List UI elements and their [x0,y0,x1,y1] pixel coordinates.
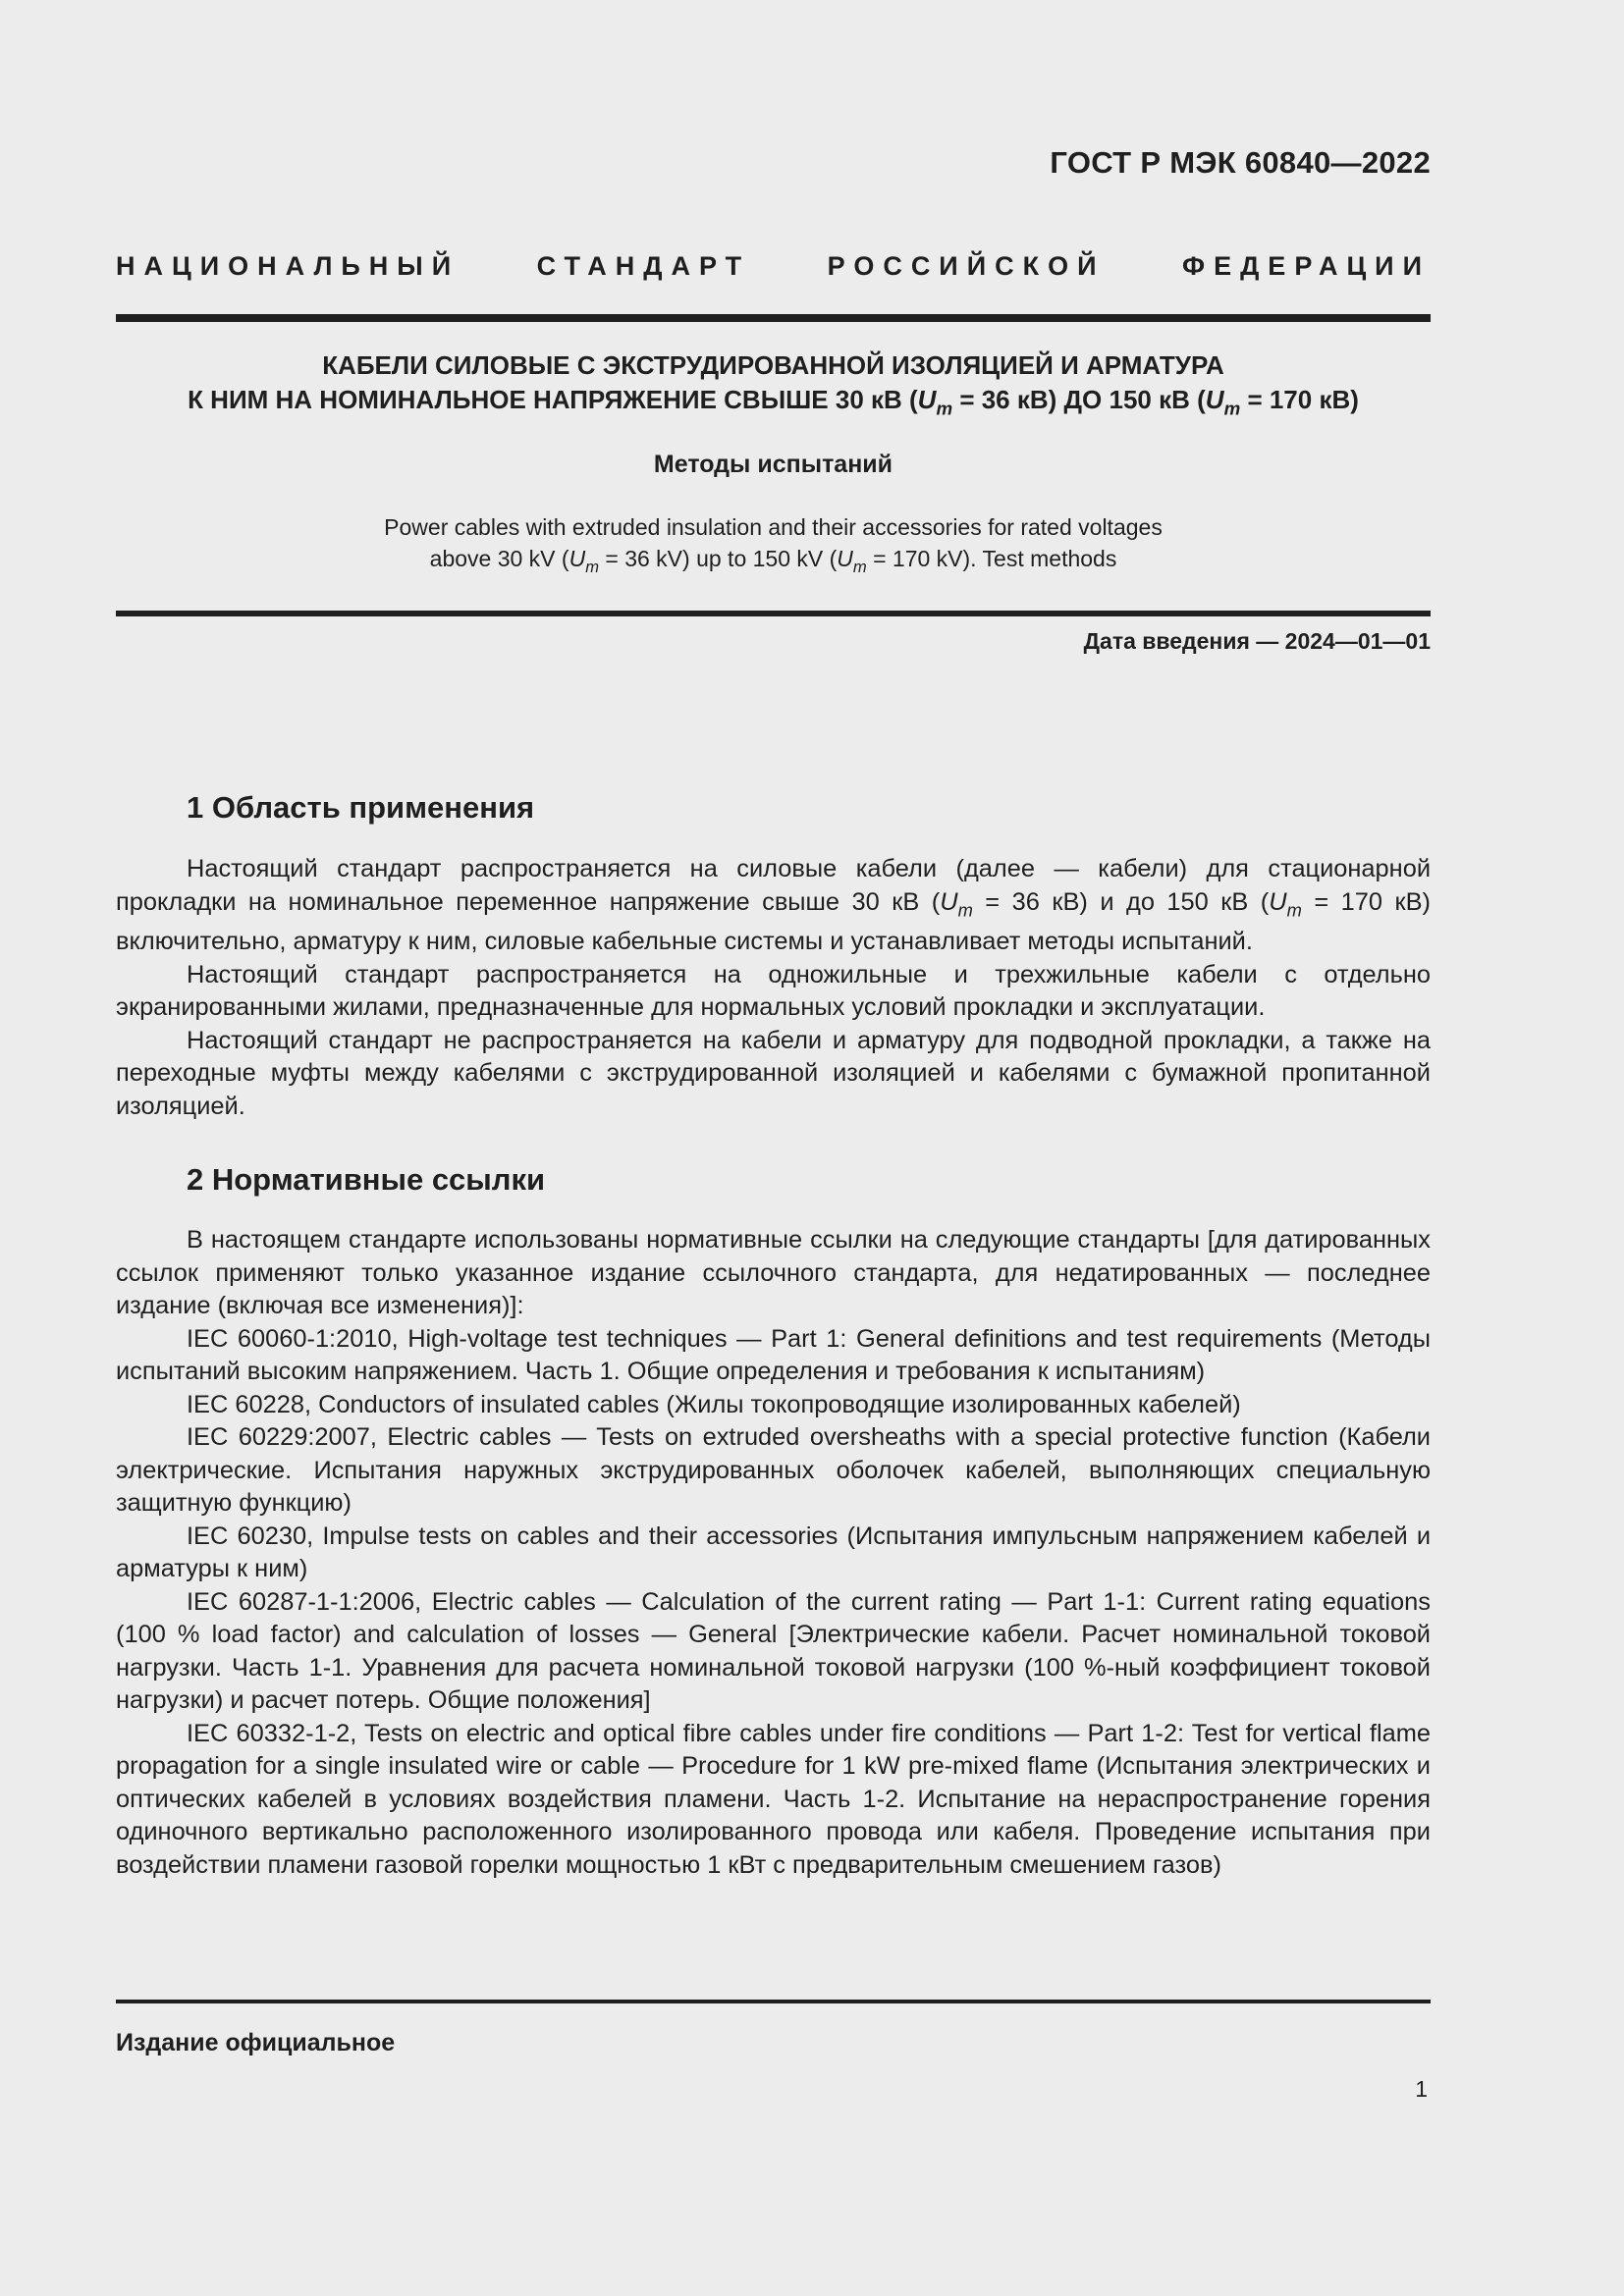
voltage-symbol: U [568,546,586,571]
paragraph-text: = 170 кВ) включительно, арматуру к ним, силовые кабельные системы и устанавливает методы испытаний. [116,887,1431,956]
english-title-line-2 [116,543,1431,583]
voltage-subscript: m [936,398,953,419]
top-divider [116,314,1431,322]
document-title [116,348,1431,426]
footer-divider [116,2000,1431,2003]
english-title-text: = 170 kV). Test methods [866,546,1117,571]
title-text: К НИМ НА НОМИНАЛЬНОЕ НАПРЯЖЕНИЕ СВЫШЕ 30 кВ ( [188,385,918,414]
paragraph: Настоящий стандарт не распространяется на кабели и арматуру для подводной прокладки, а также на переходные муфты между кабелями с экструдированной изоляцией и кабелями с бумажной пропитанной изоляцией. [116,1026,1431,1120]
section-2-body [116,1224,1431,1882]
reference-item: IEC 60229:2007, Electric cables — Tests on extruded oversheaths with a special protective function (Кабели электрические. Испытания наружных экструдированных оболочек кабелей, выполняющих специальную защитную функцию) [116,1423,1431,1517]
voltage-symbol: U [917,385,937,414]
voltage-symbol: U [837,546,853,571]
voltage-subscript: m [957,898,973,920]
reference-item: IEC 60287-1-1:2006, Electric cables — Calculation of the current rating — Part 1-1: Current rating equations (100 % load factor) and calculation of losses — General [Электрические кабели. Расчет номинальной токовой нагрузки. Часть 1-1. Уравнения для расчета номинальной токовой нагрузки (100 %-ный коэффициент токовой нагрузки) и расчет потерь. Общие положения] [116,1587,1431,1714]
reference-item: IEC 60230, Impulse tests on cables and their accessories (Испытания импульсным напряжением кабелей и арматуры к ним) [116,1522,1431,1582]
english-title-line-1: Power cables with extruded insulation and their accessories for rated voltages [384,514,1163,540]
title-divider [116,611,1431,616]
title-text: = 36 кВ) ДО 150 кВ ( [952,385,1206,414]
voltage-symbol: U [940,887,958,916]
paragraph: В настоящем стандарте использованы нормативные ссылки на следующие стандарты [для датированных ссылок применяют только указанное издание ссылочного стандарта, для недатированных — последнее издание (включая все изменения)]: [116,1226,1431,1319]
english-title-text: = 36 kV) up to 150 kV ( [599,546,838,571]
section-1-heading: 1 Область применения [187,790,535,825]
title-text: = 170 кВ) [1240,385,1359,414]
paragraph-text: = 36 кВ) и до 150 кВ ( [972,887,1270,916]
english-title [116,511,1431,583]
document-subtitle: Методы испытаний [653,451,893,478]
section-1-body [116,853,1431,1123]
voltage-subscript: m [1286,898,1302,920]
paragraph-text: Настоящий стандарт распространяется на силовые кабели (далее — кабели) для стационарной прокладки на номинальное переменное напряжение свыше 30 кВ ( [116,855,1431,916]
title-line-2 [116,383,1431,426]
national-standard-heading: НАЦИОНАЛЬНЫЙ СТАНДАРТ РОССИЙСКОЙ ФЕДЕРАЦИИ [116,251,1431,281]
title-line-1: КАБЕЛИ СИЛОВЫЕ С ЭКСТРУДИРОВАННОЙ ИЗОЛЯЦИЕЙ И АРМАТУРА [322,350,1224,380]
page-number: 1 [1415,2076,1428,2102]
voltage-symbol: U [1269,887,1287,916]
reference-item: IEC 60332-1-2, Tests on electric and optical fibre cables under fire conditions — Part 1-2: Test for vertical flame propagation for a single insulated wire or cable — Procedure for 1 kW pre-mixed flame (Испытания электрических и оптических кабелей в условиях воздействия пламени. Часть 1-2. Испытание на нераспространение горения одиночного вертикально расположенного изолированного провода или кабеля. Проведение испытания при воздействии пламени газовой горелки мощностью 1 кВт с предварительным смешением газов) [116,1719,1431,1879]
introduction-date: Дата введения — 2024—01—01 [1083,628,1431,654]
reference-item: IEC 60060-1:2010, High-voltage test techniques — Part 1: General definitions and test requirements (Методы испытаний высоким напряжением. Часть 1. Общие определения и требования к испытаниям) [116,1324,1431,1385]
paragraph [116,853,1431,959]
section-2-heading: 2 Нормативные ссылки [187,1162,546,1197]
paragraph: Настоящий стандарт распространяется на одножильные и трехжильные кабели с отдельно экранированными жилами, предназначенные для нормальных условий прокладки и эксплуатации. [116,960,1431,1022]
reference-item: IEC 60228, Conductors of insulated cables (Жилы токопроводящие изолированных кабелей) [187,1390,1241,1418]
official-edition-label: Издание официальное [116,2029,396,2056]
standard-code: ГОСТ Р МЭК 60840—2022 [1050,145,1431,180]
voltage-subscript: m [852,557,867,576]
voltage-symbol: U [1205,385,1224,414]
english-title-text: above 30 kV ( [429,546,569,571]
voltage-subscript: m [585,557,599,576]
voltage-subscript: m [1223,398,1241,419]
